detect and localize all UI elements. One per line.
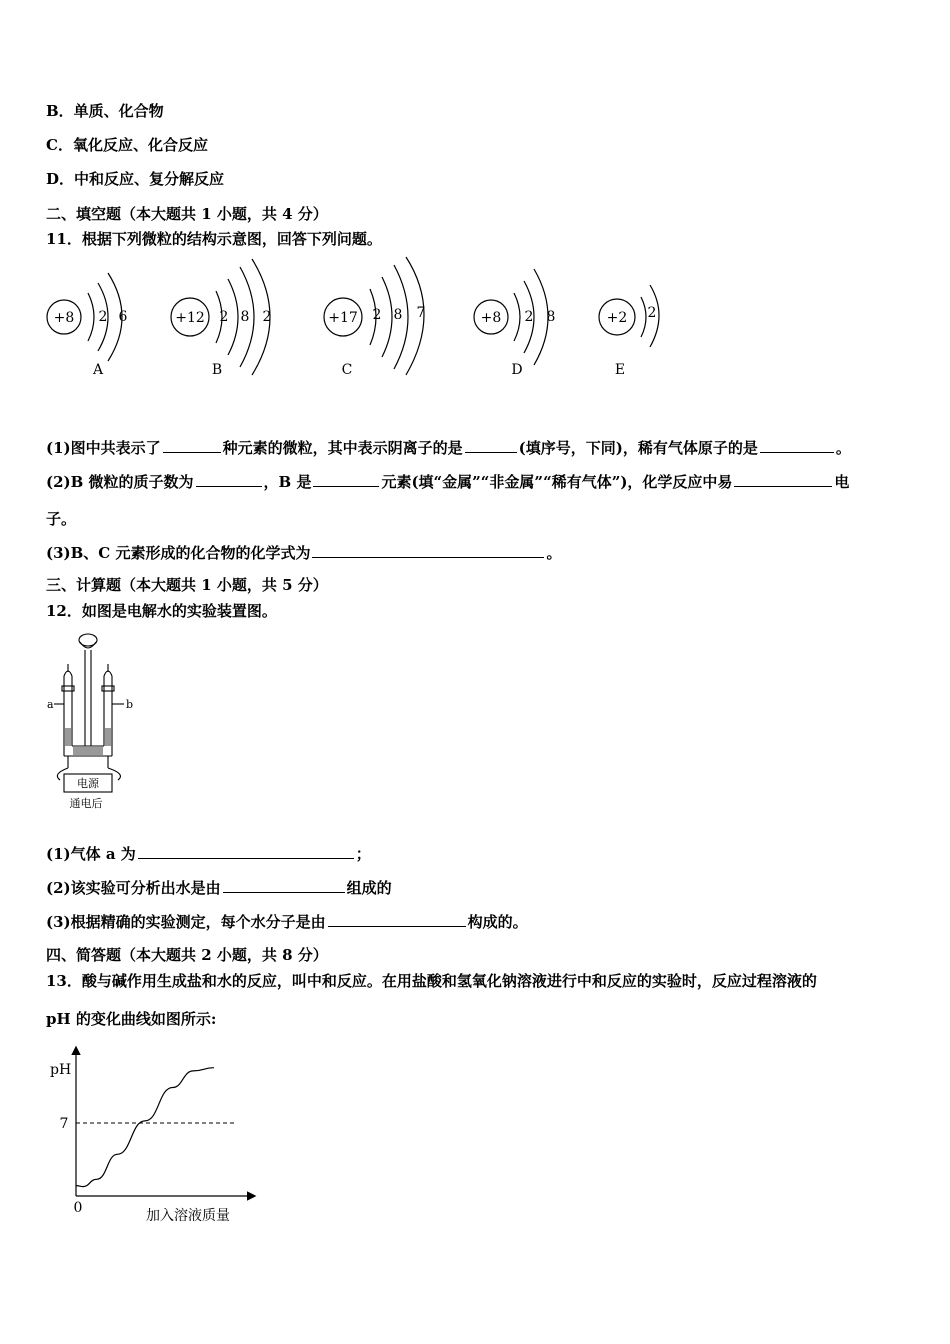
section-2-heading: 二、填空题（本大题共 1 小题，共 4 分） — [46, 205, 328, 223]
answer-blank-gain-lose[interactable] — [734, 471, 832, 487]
particle-c-shell-2-count: 8 — [393, 307, 403, 323]
q11-part-1 — [46, 437, 851, 458]
section-3-heading: 三、计算题（本大题共 1 小题，共 5 分） — [46, 576, 328, 594]
q12-p2-b: 组成的 — [346, 879, 392, 897]
section-4-heading: 四、简答题（本大题共 2 小题，共 8 分） — [46, 946, 328, 964]
q11-p1-c: (填序号，下同)，稀有气体原子的是 — [518, 439, 758, 457]
particle-a-label: A — [92, 362, 104, 378]
q12-p3-b: 构成的。 — [467, 913, 528, 931]
right-water-fill — [105, 728, 111, 746]
particle-b-shell-1-count: 2 — [219, 309, 229, 325]
particle-a-nucleus: +8 — [53, 310, 75, 326]
ph-7-tick-label: 7 — [59, 1116, 69, 1132]
answer-blank-molecule[interactable] — [328, 911, 466, 927]
q11-p2-e: 子。 — [46, 510, 77, 528]
q11-p2-a: (2)B 微粒的质子数为 — [46, 473, 194, 491]
power-supply-label: 电源 — [77, 777, 99, 790]
electrolysis-svg — [44, 628, 144, 814]
q12-p1-a: (1)气体 a 为 — [46, 845, 136, 863]
answer-blank-gas-a[interactable] — [138, 843, 354, 859]
q12-p1-b: ； — [355, 845, 371, 863]
label-b: b — [126, 698, 134, 711]
particle-b-shell-3-count: 2 — [262, 309, 272, 325]
q12-p3-a: (3)根据精确的实验测定，每个水分子是由 — [46, 913, 326, 931]
particle-a-shell-2-count: 6 — [118, 309, 128, 325]
q13-stem-line-1: 13．酸与碱作用生成盐和水的反应，叫中和反应。在用盐酸和氢氧化钠溶液进行中和反应的实验时，反应过程溶液的 — [46, 972, 817, 990]
particle-c-shell-3-count: 7 — [416, 305, 426, 321]
answer-blank-anion[interactable] — [465, 437, 517, 453]
q11-p1-a: (1)图中共表示了 — [46, 439, 161, 457]
answer-blank-composition[interactable] — [223, 877, 345, 893]
particle-e-shell-1-count: 2 — [647, 305, 657, 321]
ph-chart — [44, 1040, 274, 1230]
q11-p3-b: 。 — [546, 544, 562, 562]
particle-a-shell-1-count: 2 — [98, 309, 108, 325]
answer-blank-element-count[interactable] — [163, 437, 221, 453]
ph-curve — [76, 1068, 214, 1187]
q13-stem-line-2: pH 的变化曲线如图所示: — [46, 1010, 217, 1028]
particle-c-shell-2 — [382, 277, 392, 357]
after-power-on-caption: 通电后 — [69, 797, 103, 810]
y-axis-label: pH — [50, 1062, 72, 1078]
electrolysis-apparatus — [44, 628, 144, 814]
particle-d-shell-2-count: 8 — [546, 309, 556, 325]
reservoir-bottom — [80, 642, 96, 648]
answer-blank-formula[interactable] — [312, 542, 544, 558]
particle-d-shell-1-count: 2 — [524, 309, 534, 325]
particle-e-nucleus: +2 — [606, 310, 628, 326]
left-water-fill — [65, 728, 71, 746]
particle-b-nucleus: +12 — [175, 310, 205, 326]
particle-c-label: C — [341, 362, 353, 378]
particle-b-shell-2 — [228, 279, 238, 355]
particle-e-label: E — [614, 362, 626, 378]
x-axis-label: 加入溶液质量 — [146, 1208, 230, 1224]
q12-stem: 12．如图是电解水的实验装置图。 — [46, 602, 277, 620]
particle-diagrams-svg — [40, 255, 680, 385]
particle-c-nucleus: +17 — [328, 310, 358, 326]
q11-part-3 — [46, 542, 562, 563]
option-b: B．单质、化合物 — [46, 102, 164, 120]
particle-c-shell-1-count: 2 — [372, 307, 382, 323]
particle-d-shell-1 — [514, 293, 520, 341]
particle-d-label: D — [511, 362, 523, 378]
q12-p2-a: (2)该实验可分析出水是由 — [46, 879, 221, 897]
particle-d-nucleus: +8 — [480, 310, 502, 326]
q11-p2-d: 电 — [834, 473, 850, 491]
q12-part-3 — [46, 911, 528, 932]
q11-p3-a: (3)B、C 元素形成的化合物的化学式为 — [46, 544, 311, 562]
q11-p2-b: ，B 是 — [263, 473, 312, 491]
answer-blank-element-type[interactable] — [313, 471, 379, 487]
q12-part-2 — [46, 877, 392, 898]
q11-part-2 — [46, 471, 849, 492]
particle-a-shell-1 — [88, 293, 94, 341]
particle-b-label: B — [211, 362, 223, 378]
q12-part-1 — [46, 843, 371, 864]
answer-blank-proton-number[interactable] — [196, 471, 262, 487]
origin-label: 0 — [73, 1200, 83, 1216]
q11-p1-b: 种元素的微粒，其中表示阴离子的是 — [222, 439, 463, 457]
connector-water-fill — [73, 747, 103, 755]
answer-blank-noble-gas[interactable] — [760, 437, 834, 453]
particle-diagrams — [40, 255, 680, 385]
option-c: C．氧化反应、化合反应 — [46, 136, 208, 154]
q11-p1-d: 。 — [835, 439, 851, 457]
label-a: a — [47, 698, 54, 711]
option-d: D．中和反应、复分解反应 — [46, 170, 225, 188]
q11-stem: 11．根据下列微粒的结构示意图，回答下列问题。 — [46, 230, 382, 248]
ph-chart-svg — [44, 1040, 274, 1230]
particle-e-shell-1 — [641, 297, 646, 337]
particle-b-shell-2-count: 8 — [240, 309, 250, 325]
q11-p2-c: 元素(填“金属”“非金属”“稀有气体”)，化学反应中易 — [381, 473, 733, 491]
